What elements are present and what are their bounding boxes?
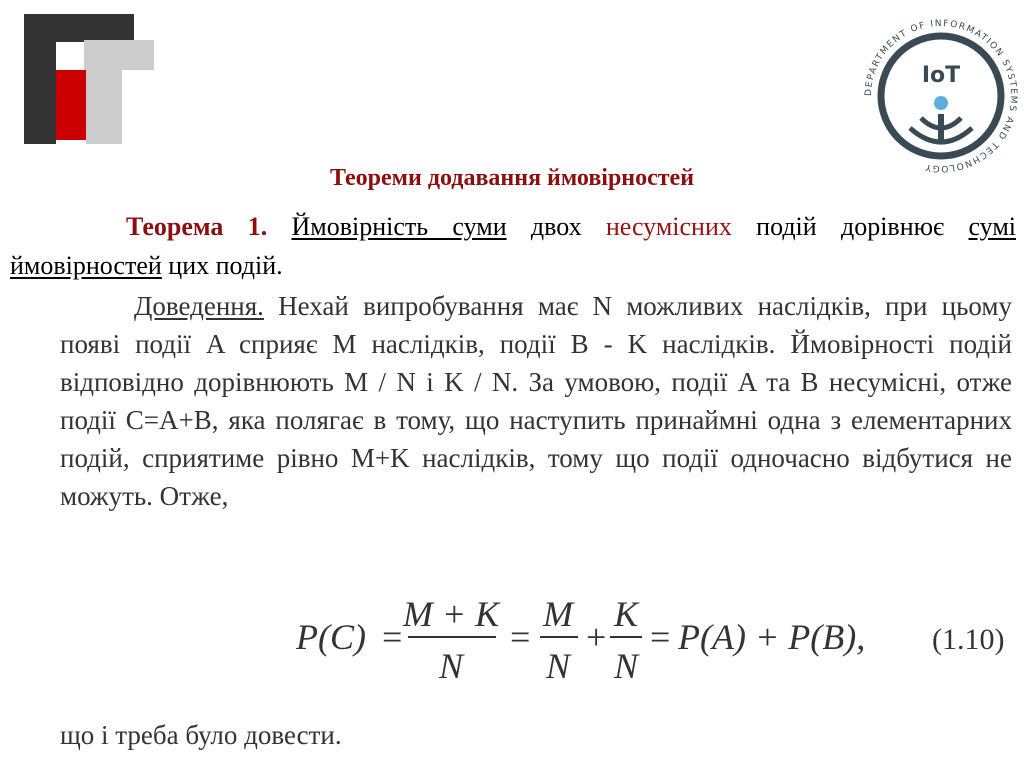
theorem-incompatible: несумісних [605, 212, 732, 241]
formula-rhs: P(A) + P(B), [678, 617, 866, 657]
formula-1-10 [296, 594, 1016, 684]
frac3-numerator: K [613, 594, 639, 634]
signal-dot-icon [934, 96, 948, 110]
proof-heading: Доведення. [134, 291, 264, 321]
frac1-numerator: M + K [402, 594, 500, 634]
proof-text [60, 287, 1012, 515]
logo-center-text: IoT [921, 63, 961, 88]
svg-text:+: + [586, 617, 607, 657]
proof-body: Нехай випробування має N можливих наслідків, при цьому появі події A сприяє M наслідків, події B - K наслідків. Ймовірності подій відповідно дорівнюють M / N і K / N. За умовою, події A та B несумісні, отже події C=A+B, яка полягає в тому, що наступить принаймні одна з елементарних подій, сприятиме рівно M+K наслідків, тому що події одночасно відбутися не можуть. Отже, [60, 291, 1012, 511]
formula-lhs: P(C) [296, 617, 366, 657]
frac2-numerator: M [543, 594, 573, 634]
iot-department-logo [858, 6, 1024, 184]
frac1-denominator: N [438, 646, 464, 684]
theorem-sum-probability: Ймовірність суми [291, 212, 507, 241]
theorem-label: Теорема 1. [126, 212, 268, 241]
formula-number: (1.10) [932, 623, 1005, 656]
svg-text:=: = [510, 617, 531, 657]
conclusion-text: що і треба було довести. [60, 720, 342, 750]
svg-text:=: = [382, 617, 403, 657]
svg-text:=: = [650, 617, 671, 657]
ft-logo [20, 12, 155, 147]
theorem-statement: Теорема 1. Ймовірність суми двох несумісних подій дорівнює сумі ймовірностей цих подій. [10, 212, 1017, 280]
theorem-sum-of-probabilities: сумі ймовірностей [10, 212, 1017, 280]
logo-ring-text: DEPARTMENT OF INFORMATION SYSTEMS AND TECHNOLOGY [863, 18, 1019, 174]
slide-title: Теореми додавання ймовірностей [329, 165, 695, 191]
frac3-denominator: N [613, 646, 639, 684]
frac2-denominator: N [545, 646, 571, 684]
